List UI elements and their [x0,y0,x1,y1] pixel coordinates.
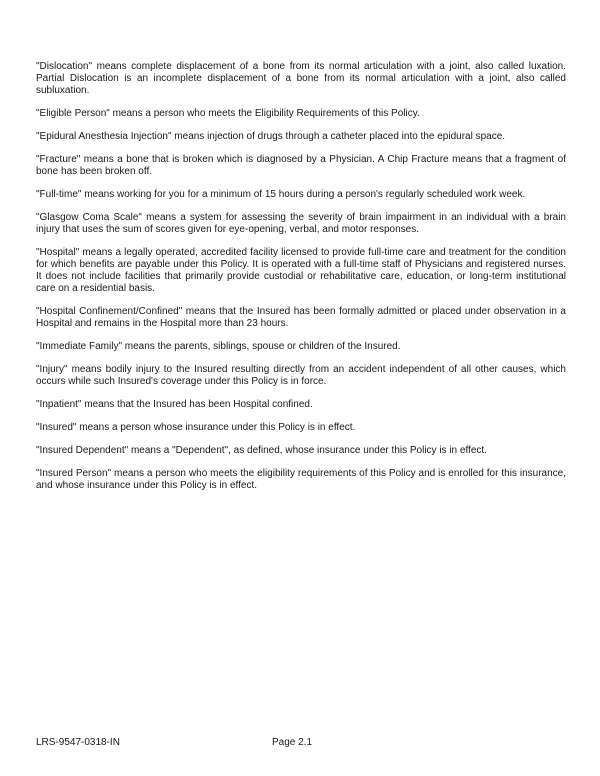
definition-dislocation: "Dislocation" means complete displacement of a bone from its normal articulation with a joint, also called luxation. Partial Dislocation is an incomplete displacement of a bone from its normal articulation with a joint, also called subluxation. [36,61,566,96]
definition-immediate-family: "Immediate Family" means the parents, siblings, spouse or children of the Insured. [36,341,401,352]
page-number: Page 2.1 [272,737,313,748]
definition-insured: "Insured" means a person whose insurance under this Policy is in effect. [36,422,356,433]
definition-epidural-anesthesia-injection: "Epidural Anesthesia Injection" means injection of drugs through a catheter placed into the epidural space. [36,131,506,142]
definition-glasgow-coma-scale: "Glasgow Coma Scale" means a system for assessing the severity of brain impairment in an individual with a brain injury that uses the sum of scores given for eye-opening, verbal, and motor responses. [36,212,566,235]
definition-full-time: "Full-time" means working for you for a minimum of 15 hours during a person's regularly scheduled work week. [36,189,526,200]
form-code: LRS-9547-0318-IN [36,737,120,748]
definition-inpatient: "Inpatient" means that the Insured has been Hospital confined. [36,399,313,410]
definition-eligible-person: "Eligible Person" means a person who meets the Eligibility Requirements of this Policy. [36,108,420,119]
definition-injury: "Injury" means bodily injury to the Insured resulting directly from an accident independent of all other causes, which occurs while such Insured's coverage under this Policy is in force. [36,364,566,387]
definitions-body [36,61,566,503]
definition-hospital: "Hospital" means a legally operated, accredited facility licensed to provide full-time care and treatment for the condition for which benefits are payable under this Policy. It is operated with a full-time staff of Physicians and registered nurses. It does not include facilities that primarily provide custodial or rehabilitative care, education, or long-term institutional care on a residential basis. [36,247,566,294]
definition-hospital-confinement: "Hospital Confinement/Confined" means that the Insured has been formally admitted or placed under observation in a Hospital and remains in the Hospital more than 23 hours. [36,306,566,329]
definition-insured-dependent: "Insured Dependent" means a "Dependent", as defined, whose insurance under this Policy is in effect. [36,445,487,456]
definition-fracture: "Fracture" means a bone that is broken which is diagnosed by a Physician. A Chip Fracture means that a fragment of bone has been broken off. [36,154,566,177]
definition-insured-person: "Insured Person" means a person who meets the eligibility requirements of this Policy and is enrolled for this insurance, and whose insurance under this Policy is in effect. [36,468,566,491]
